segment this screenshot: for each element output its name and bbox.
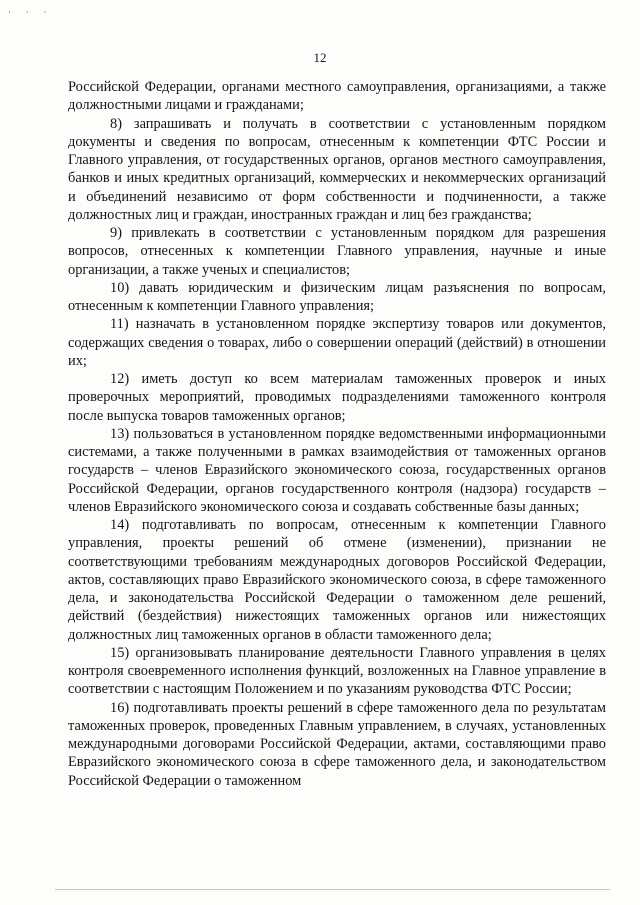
paragraph-item-13: 13) пользоваться в установленном порядке ведомственными информационными системами, а также полученными в рамках взаимодействия от таможенных органов государств – членов Евразийского экономического союза, государственных органов Российской Федерации, органов государственного контроля (надзора) государств – членов Евразийского экономического союза и создавать собственные базы данных; [68, 425, 606, 515]
paragraph-item-14: 14) подготавливать по вопросам, отнесенным к компетенции Главного управления, проекты решений об отмене (изменении), признании не соответствующими требованиям международных договоров Российской Федерации, актов, составляющих право Евразийского экономического союза, в сфере таможенного дела, и законодательства Российской Федерации о таможенном деле решений, действий (бездействия) нижестоящих таможенных органов или нижестоящих должностных лиц таможенных органов в области таможенного дела; [68, 517, 606, 643]
paragraph-item-16: 16) подготавливать проекты решений в сфере таможенного дела по результатам таможенных проверок, проведенных Главным управлением, в случаях, установленных международными договорами Российской Федерации, актами, составляющими право Евразийского экономического союза в сфере таможенного дела, и законодательством Российской Федерации о таможенном [68, 699, 606, 789]
paragraph-item-12: 12) иметь доступ ко всем материалам таможенных проверок и иных проверочных мероприятий, проводимых подразделениями таможенного контроля после выпуска товаров таможенных органов; [68, 371, 606, 424]
paragraph-item-11: 11) назначать в установленном порядке экспертизу товаров или документов, содержащих сведения о товарах, либо о совершении операций (действий) в отношении их; [68, 316, 606, 369]
paragraph-continuation: Российской Федерации, органами местного самоуправления, организациями, а также должностными лицами и гражданами; [68, 79, 606, 114]
paragraph-item-10: 10) давать юридическим и физическим лицам разъяснения по вопросам, отнесенным к компетенции Главного управления; [68, 279, 606, 314]
bottom-scan-edge [55, 889, 610, 890]
document-body [68, 78, 606, 790]
scan-corner-marks: · · · [8, 8, 53, 18]
paragraph-item-9: 9) привлекать в соответствии с установленным порядком для разрешения вопросов, отнесенных к компетенции Главного управления, научные и иные организации, а также ученых и специалистов; [68, 225, 606, 278]
paragraph-item-15: 15) организовывать планирование деятельности Главного управления в целях контроля своевременного исполнения функций, возложенных на Главное управление в соответствии с настоящим Положением и по указаниям руководства ФТС России; [68, 644, 606, 698]
page-number: 12 [313, 50, 327, 65]
paragraph-item-8: 8) запрашивать и получать в соответствии с установленным порядком документы и сведения по вопросам, отнесенным к компетенции ФТС России и Главного управления, от государственных органов, органов местного самоуправления, банков и иных кредитных организаций, коммерческих и некоммерческих организаций и объединений независимо от форм собственности и подчиненности, а также должностных лиц и граждан, иностранных граждан и лиц без гражданства; [68, 115, 606, 223]
